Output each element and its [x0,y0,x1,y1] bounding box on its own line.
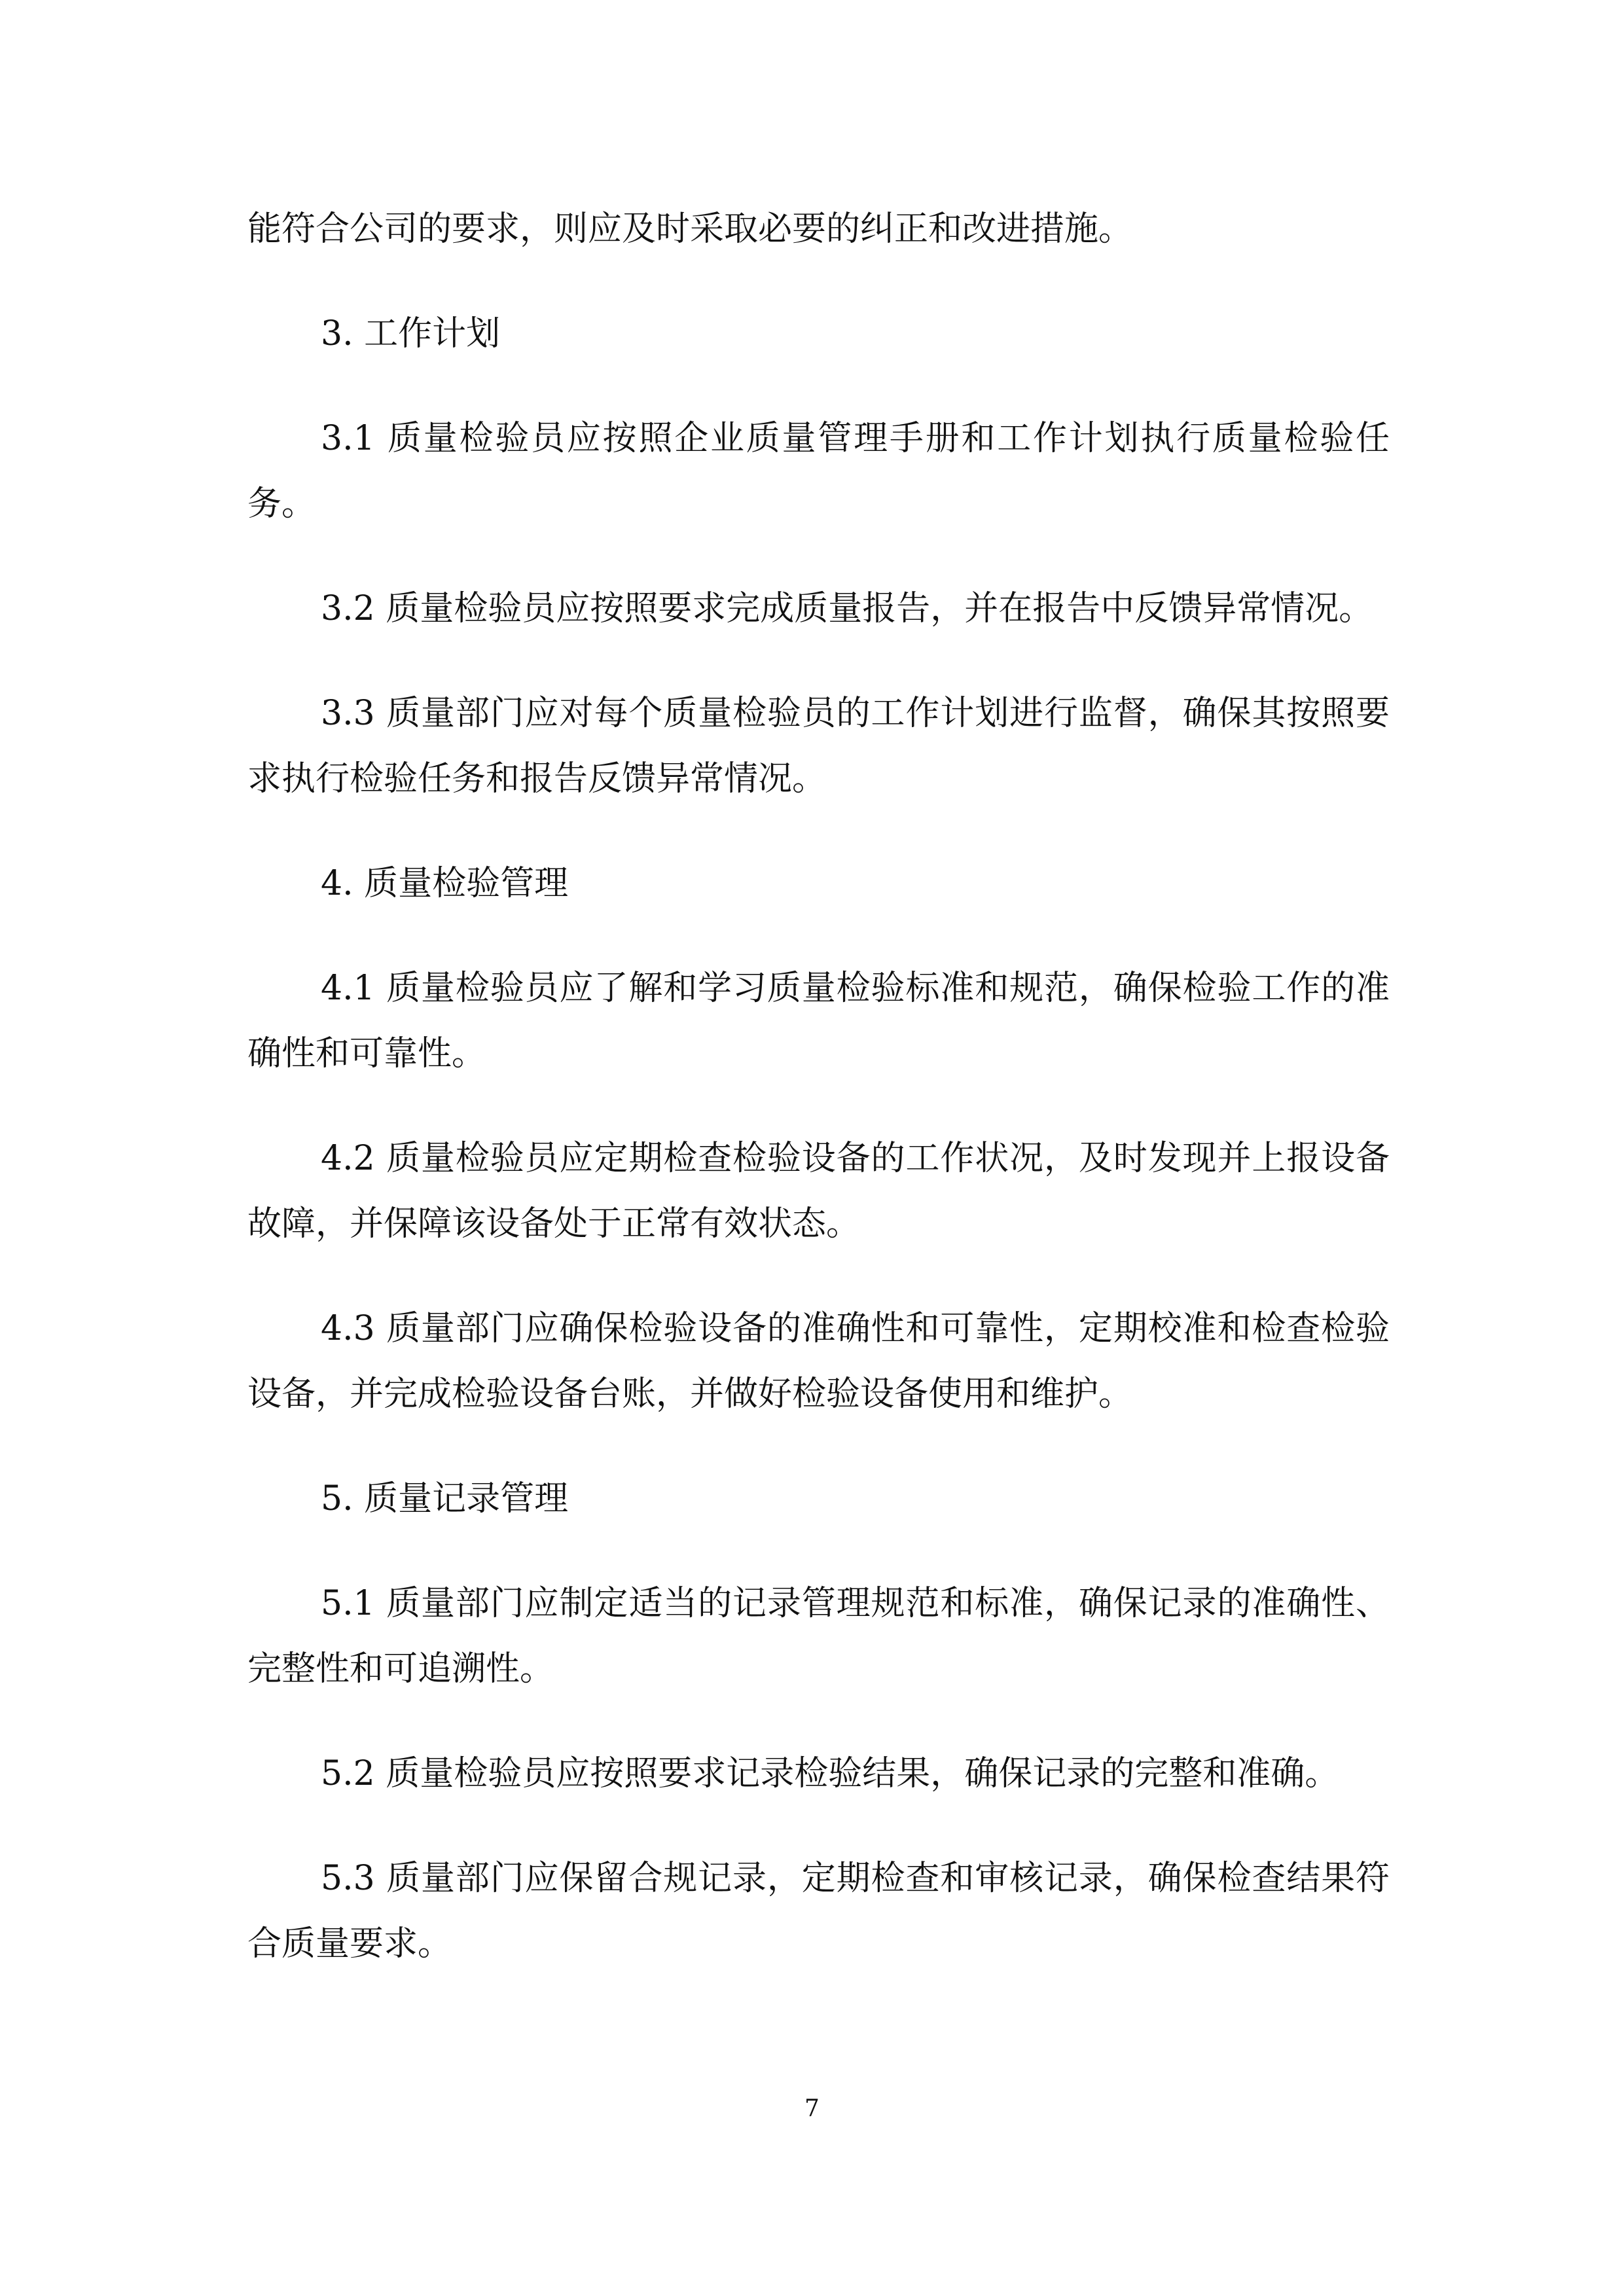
paragraph-3-2: 3.2 质量检验员应按照要求完成质量报告，并在报告中反馈异常情况。 [321,589,1373,628]
paragraph-5-3: 5.3 质量部门应保留合规记录，定期检查和审核记录，确保检查结果符合质量要求。 [247,1859,1390,1964]
section-heading-3: 3. 工作计划 [321,314,501,353]
paragraph-continuation: 能符合公司的要求，则应及时采取必要的纠正和改进措施。 [247,209,1133,249]
paragraph-4-3: 4.3 质量部门应确保检验设备的准确性和可靠性，定期校准和检查检验设备，并完成检验设备台账，并做好检验设备使用和维护。 [247,1309,1390,1414]
section-heading-4: 4. 质量检验管理 [321,864,569,903]
paragraph-5-2: 5.2 质量检验员应按照要求记录检验结果，确保记录的完整和准确。 [321,1754,1339,1793]
page-number: 7 [804,2095,820,2122]
paragraph-5-1: 5.1 质量部门应制定适当的记录管理规范和标准，确保记录的准确性、完整性和可追溯性。 [247,1584,1390,1689]
paragraph-4-1: 4.1 质量检验员应了解和学习质量检验标准和规范，确保检验工作的准确性和可靠性。 [247,969,1390,1073]
section-heading-5: 5. 质量记录管理 [321,1479,569,1518]
paragraph-4-2: 4.2 质量检验员应定期检查检验设备的工作状况，及时发现并上报设备故障，并保障该设备处于正常有效状态。 [247,1139,1390,1244]
body-text [247,196,1390,2016]
paragraph-3-1: 3.1 质量检验员应按照企业质量管理手册和工作计划执行质量检验任务。 [247,419,1390,524]
paragraph-3-3: 3.3 质量部门应对每个质量检验员的工作计划进行监督，确保其按照要求执行检验任务和报告反馈异常情况。 [247,694,1390,798]
